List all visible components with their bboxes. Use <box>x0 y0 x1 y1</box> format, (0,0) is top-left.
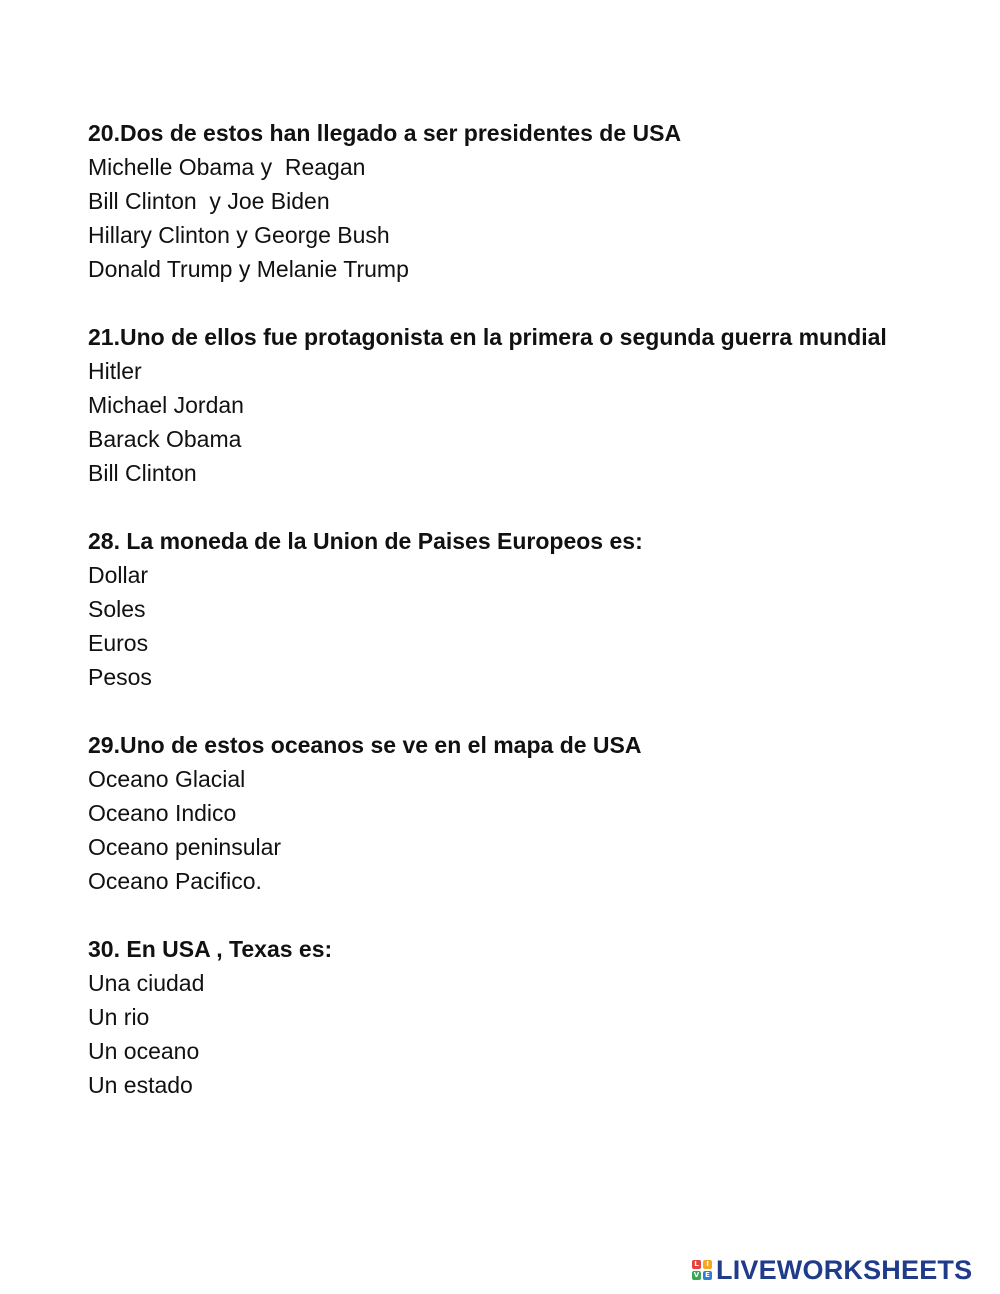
answer-option[interactable]: Oceano peninsular <box>88 834 282 860</box>
answer-option[interactable]: Barack Obama <box>88 426 242 452</box>
answer-option[interactable]: Hillary Clinton y George Bush <box>88 222 390 248</box>
logo-cell: L <box>692 1260 701 1269</box>
answer-option[interactable]: Un oceano <box>88 1038 200 1064</box>
answer-option[interactable]: Hitler <box>88 358 142 384</box>
question-title: 20.Dos de estos han llegado a ser presidentes de USA <box>88 120 682 146</box>
answer-option[interactable]: Donald Trump y Melanie Trump <box>88 256 409 282</box>
answer-option[interactable]: Dollar <box>88 562 149 588</box>
answer-option[interactable]: Oceano Pacifico. <box>88 868 262 894</box>
logo-cell: E <box>703 1271 712 1280</box>
question-title: 28. La moneda de la Union de Paises Europeos es: <box>88 528 643 554</box>
worksheet <box>88 116 968 1136</box>
question-20 <box>88 116 968 286</box>
question-28 <box>88 524 968 694</box>
logo-icon <box>692 1260 712 1280</box>
answer-option[interactable]: Michael Jordan <box>88 392 244 418</box>
question-title: 30. En USA , Texas es: <box>88 936 333 962</box>
logo-cell: I <box>703 1260 712 1269</box>
answer-option[interactable]: Michelle Obama y Reagan <box>88 154 366 180</box>
logo-text: LIVEWORKSHEETS <box>716 1254 973 1285</box>
answer-option[interactable]: Una ciudad <box>88 970 205 996</box>
question-title: 29.Uno de estos oceanos se ve en el mapa de USA <box>88 732 642 758</box>
question-29 <box>88 728 968 898</box>
answer-option[interactable]: Soles <box>88 596 146 622</box>
answer-option[interactable]: Un estado <box>88 1072 193 1098</box>
answer-option[interactable]: Bill Clinton <box>88 460 197 486</box>
logo-cell: V <box>693 1271 700 1279</box>
liveworksheets-logo <box>692 1255 972 1285</box>
answer-option[interactable]: Oceano Indico <box>88 800 237 826</box>
answer-option[interactable]: Un rio <box>88 1004 150 1030</box>
answer-option[interactable]: Pesos <box>88 664 152 690</box>
question-title: 21.Uno de ellos fue protagonista en la primera o segunda guerra mundial <box>88 324 887 350</box>
answer-option[interactable]: Bill Clinton y Joe Biden <box>88 188 330 214</box>
question-21 <box>88 320 968 490</box>
answer-option[interactable]: Oceano Glacial <box>88 766 246 792</box>
answer-option[interactable]: Euros <box>88 630 149 656</box>
question-30 <box>88 932 968 1102</box>
